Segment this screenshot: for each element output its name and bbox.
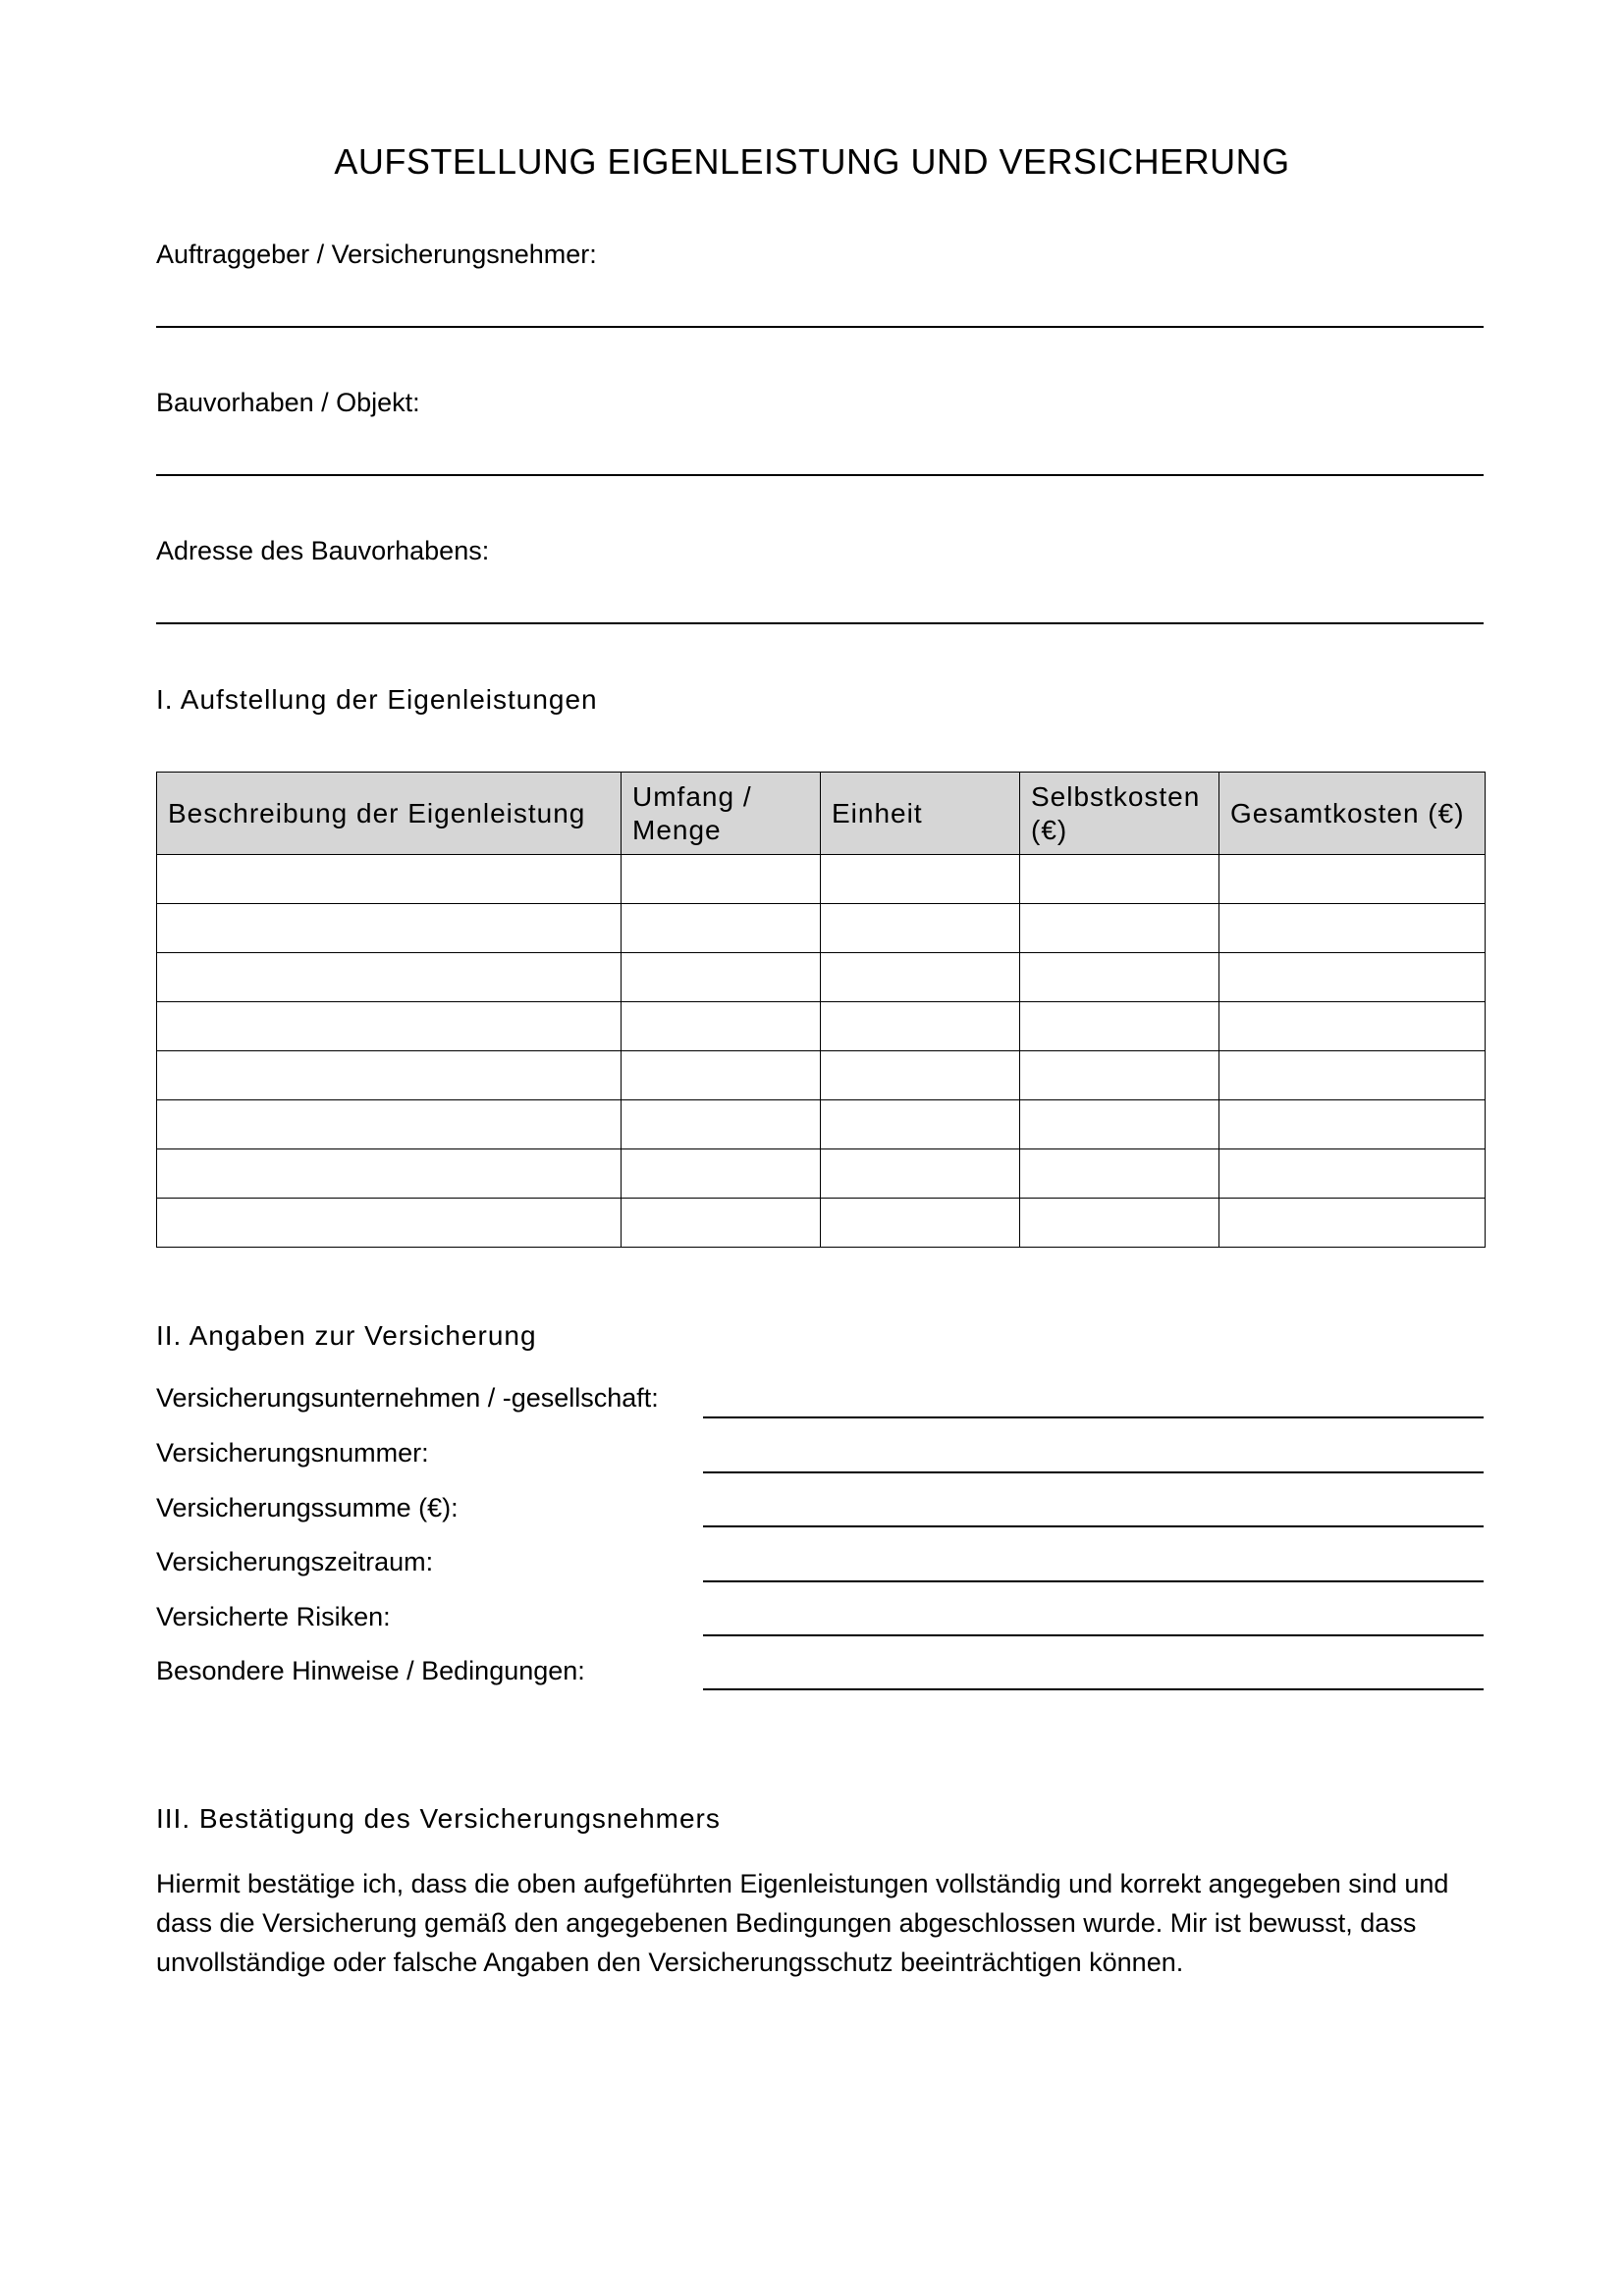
table-header-row: [157, 773, 1486, 855]
table-cell[interactable]: [622, 1002, 821, 1051]
insurance-period-field-line[interactable]: [703, 1580, 1484, 1582]
eigenleistungen-table: [156, 772, 1486, 1248]
table-cell[interactable]: [1219, 1002, 1486, 1051]
table-cell[interactable]: [1020, 1149, 1219, 1199]
table-row: [157, 1051, 1486, 1100]
table-row: [157, 1002, 1486, 1051]
table-cell[interactable]: [821, 1149, 1020, 1199]
table-cell[interactable]: [821, 1002, 1020, 1051]
table-cell[interactable]: [1020, 1051, 1219, 1100]
policy-number-field-line[interactable]: [703, 1471, 1484, 1473]
confirmation-text: Hiermit bestätige ich, dass die oben aufgeführten Eigenleistungen vollständig und korrekt angegeben sind und dass die Versicherung gemäß den angegebenen Bedingungen abgeschlossen wurde. Mir ist bewusst, dass unvollständige oder falsche Angaben den Versicherungsschutz beeinträchtigen können.: [156, 1869, 1449, 1977]
address-label: Adresse des Bauvorhabens:: [156, 536, 490, 565]
header-gesamtkosten: Gesamtkosten (€): [1219, 773, 1486, 855]
table-cell[interactable]: [622, 904, 821, 953]
table-cell[interactable]: [157, 904, 622, 953]
table-cell[interactable]: [1219, 1149, 1486, 1199]
page-title: AUFSTELLUNG EIGENLEISTUNG UND VERSICHERUNG: [334, 141, 1290, 183]
table-cell[interactable]: [1219, 1051, 1486, 1100]
table-row: [157, 1100, 1486, 1149]
header-umfang: Umfang / Menge: [622, 773, 821, 855]
table-cell[interactable]: [622, 1149, 821, 1199]
table-cell[interactable]: [622, 855, 821, 904]
table-cell[interactable]: [1219, 904, 1486, 953]
table-cell[interactable]: [1020, 953, 1219, 1002]
table-row: [157, 953, 1486, 1002]
insurer-field-line[interactable]: [703, 1416, 1484, 1418]
table-cell[interactable]: [157, 1002, 622, 1051]
header-selbstkosten: Selbstkosten (€): [1020, 773, 1219, 855]
table-cell[interactable]: [821, 1199, 1020, 1248]
table-cell[interactable]: [622, 1051, 821, 1100]
table-cell[interactable]: [821, 953, 1020, 1002]
insured-risks-field-line[interactable]: [703, 1634, 1484, 1636]
section-1-heading: I. Aufstellung der Eigenleistungen: [156, 684, 598, 715]
insured-sum-label: Versicherungssumme (€):: [156, 1493, 459, 1522]
client-field-line[interactable]: [156, 326, 1484, 328]
project-label: Bauvorhaben / Objekt:: [156, 388, 420, 417]
insured-sum-field-line[interactable]: [703, 1525, 1484, 1527]
table-cell[interactable]: [1020, 1100, 1219, 1149]
policy-number-label: Versicherungsnummer:: [156, 1438, 429, 1468]
address-field-line[interactable]: [156, 622, 1484, 624]
section-2-heading: II. Angaben zur Versicherung: [156, 1320, 537, 1351]
insured-risks-label: Versicherte Risiken:: [156, 1602, 391, 1631]
table-cell[interactable]: [821, 904, 1020, 953]
table-cell[interactable]: [157, 953, 622, 1002]
header-beschreibung: Beschreibung der Eigenleistung: [157, 773, 622, 855]
table-cell[interactable]: [1020, 855, 1219, 904]
table-row: [157, 1149, 1486, 1199]
table-cell[interactable]: [821, 855, 1020, 904]
table-cell[interactable]: [821, 1100, 1020, 1149]
table-cell[interactable]: [622, 1100, 821, 1149]
table-cell[interactable]: [157, 1149, 622, 1199]
table-cell[interactable]: [1020, 1002, 1219, 1051]
table-cell[interactable]: [622, 1199, 821, 1248]
table-row: [157, 855, 1486, 904]
table-row: [157, 1199, 1486, 1248]
table-row: [157, 904, 1486, 953]
table-cell[interactable]: [821, 1051, 1020, 1100]
insurance-period-label: Versicherungszeitraum:: [156, 1547, 434, 1576]
special-notes-field-line[interactable]: [703, 1688, 1484, 1690]
project-field-line[interactable]: [156, 474, 1484, 476]
table-cell[interactable]: [157, 1051, 622, 1100]
table-cell[interactable]: [1020, 1199, 1219, 1248]
table-cell[interactable]: [622, 953, 821, 1002]
client-label: Auftraggeber / Versicherungsnehmer:: [156, 240, 597, 269]
header-einheit: Einheit: [821, 773, 1020, 855]
special-notes-label: Besondere Hinweise / Bedingungen:: [156, 1656, 585, 1685]
table-cell[interactable]: [1219, 1199, 1486, 1248]
table-cell[interactable]: [157, 1100, 622, 1149]
table-cell[interactable]: [1219, 855, 1486, 904]
section-3-heading: III. Bestätigung des Versicherungsnehmers: [156, 1803, 721, 1834]
table-cell[interactable]: [157, 1199, 622, 1248]
table-cell[interactable]: [1219, 953, 1486, 1002]
table-cell[interactable]: [1020, 904, 1219, 953]
table-cell[interactable]: [157, 855, 622, 904]
table-cell[interactable]: [1219, 1100, 1486, 1149]
insurer-label: Versicherungsunternehmen / -gesellschaft:: [156, 1383, 659, 1413]
